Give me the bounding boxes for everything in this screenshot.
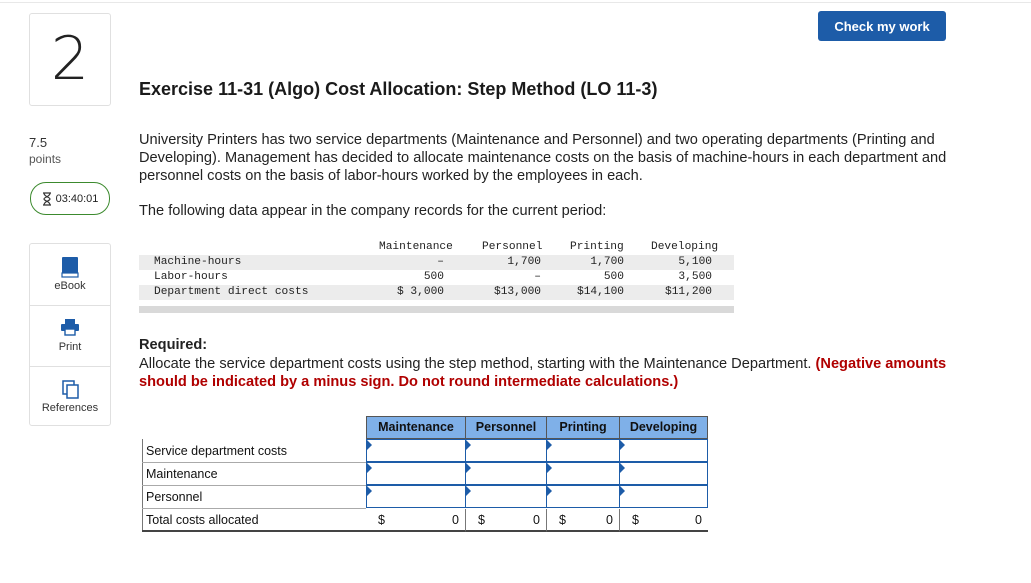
answer-table [142, 416, 708, 532]
answer-col-header: Maintenance [366, 416, 466, 439]
total-personnel [466, 509, 547, 532]
data-cell: 5,100 [678, 256, 712, 268]
data-intro: The following data appear in the company records for the current period: [139, 203, 607, 219]
input-personnel-developing[interactable] [619, 485, 708, 508]
data-cell: $14,100 [577, 286, 624, 298]
data-cell: – [534, 271, 541, 283]
currency-symbol: $ [632, 513, 639, 527]
book-icon [60, 256, 80, 276]
data-cell: 1,700 [590, 256, 624, 268]
points-label: points [29, 152, 62, 166]
points-value: 7.5 [29, 135, 48, 150]
check-my-work-button[interactable]: Check my work [818, 11, 946, 41]
data-row-label: Department direct costs [154, 286, 309, 298]
data-cell: 500 [603, 271, 624, 283]
required-instructions [139, 355, 959, 391]
currency-symbol: $ [378, 513, 385, 527]
input-service-developing[interactable] [619, 439, 708, 462]
data-cell: $ 3,000 [397, 286, 444, 298]
references-label: References [41, 402, 99, 414]
input-service-personnel[interactable] [465, 439, 547, 462]
input-personnel-maintenance[interactable] [366, 485, 466, 508]
total-maintenance [366, 509, 466, 532]
total-printing [547, 509, 620, 532]
input-personnel-printing[interactable] [546, 485, 620, 508]
input-service-maintenance[interactable] [366, 439, 466, 462]
data-col-header: Developing [651, 241, 719, 253]
data-cell: 1,700 [507, 256, 541, 268]
data-cell: 3,500 [678, 271, 712, 283]
input-maintenance-maintenance[interactable] [366, 462, 466, 485]
input-maintenance-personnel[interactable] [465, 462, 547, 485]
total-value: 0 [695, 513, 702, 527]
data-row-label: Labor-hours [154, 271, 228, 283]
data-col-header: Personnel [482, 241, 543, 253]
answer-row-label: Maintenance [142, 463, 366, 486]
total-row-label: Total costs allocated [142, 509, 366, 532]
input-maintenance-developing[interactable] [619, 462, 708, 485]
required-heading: Required: [139, 337, 208, 353]
currency-symbol: $ [478, 513, 485, 527]
answer-col-header: Printing [546, 416, 620, 439]
required-note: (Negative amounts should be indicated by a minus sign. Do not round intermediate calculations.) [139, 356, 947, 390]
currency-symbol: $ [559, 513, 566, 527]
top-divider [0, 2, 1031, 3]
answer-col-header: Developing [619, 416, 708, 439]
question-number: 2 [50, 24, 90, 94]
input-maintenance-printing[interactable] [546, 462, 620, 485]
total-value: 0 [533, 513, 540, 527]
table-bottom-bar [139, 306, 734, 313]
hourglass-icon [42, 192, 52, 206]
answer-col-header: Personnel [465, 416, 547, 439]
print-label: Print [58, 341, 82, 353]
input-personnel-personnel[interactable] [465, 485, 547, 508]
exercise-title: Exercise 11-31 (Algo) Cost Allocation: Step Method (LO 11-3) [139, 79, 658, 99]
data-col-header: Printing [570, 241, 624, 253]
references-link[interactable] [30, 366, 110, 427]
answer-row-label: Service department costs [142, 440, 366, 463]
required-text: Allocate the service department costs using the step method, starting with the Maintenance Department. [139, 356, 812, 372]
timer[interactable] [30, 182, 110, 215]
total-developing [620, 509, 708, 532]
timer-value: 03:40:01 [55, 192, 99, 205]
data-cell: 500 [423, 271, 444, 283]
data-cell: $13,000 [494, 286, 541, 298]
data-col-header: Maintenance [379, 241, 453, 253]
data-row-label: Machine-hours [154, 256, 242, 268]
question-number-box [29, 13, 111, 106]
ebook-link[interactable] [30, 244, 110, 305]
total-value: 0 [452, 513, 459, 527]
input-service-printing[interactable] [546, 439, 620, 462]
data-cell: – [437, 256, 444, 268]
total-value: 0 [606, 513, 613, 527]
references-icon [60, 379, 80, 399]
data-cell: $11,200 [665, 286, 712, 298]
print-link[interactable] [30, 305, 110, 366]
exercise-intro: University Printers has two service departments (Maintenance and Personnel) and two operating departments (Printing and Developing). Management has decided to allocate maintenance costs on the basis of machine-hours in each department and personnel costs on the basis of labor-hours worked by the employees in each. [139, 132, 947, 184]
data-table [139, 239, 734, 313]
print-icon [60, 318, 80, 338]
ebook-label: eBook [54, 280, 86, 292]
resources-panel [29, 243, 111, 426]
answer-row-label: Personnel [142, 486, 366, 509]
